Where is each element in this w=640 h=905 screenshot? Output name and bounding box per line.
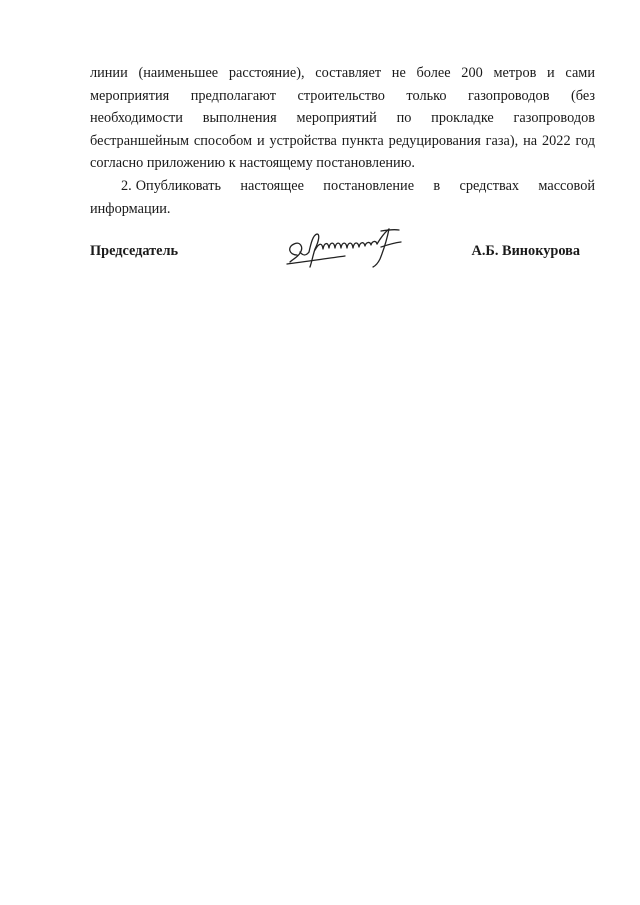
paragraph-item-2: [90, 175, 595, 220]
item-text: Опубликовать настоящее постановление в средствах массовой информации.: [90, 177, 595, 217]
signatory-name: А.Б. Винокурова: [471, 243, 580, 259]
item-number: 2.: [121, 177, 132, 194]
document-body: [90, 62, 595, 220]
paragraph-continuation: линии (наименьшее расстояние), составляет не более 200 метров и сами мероприятия предполагают строительство только газопроводов (без необходимости выполнения мероприятий по прокладке газопроводов бестраншейным способом и устройства пункта редуцирования газа), на 2022 год согласно приложению к настоящему постановлению.: [90, 65, 595, 172]
signature-block: [90, 225, 595, 285]
handwritten-signature-icon: [283, 225, 409, 273]
signatory-title: Председатель: [90, 243, 179, 259]
